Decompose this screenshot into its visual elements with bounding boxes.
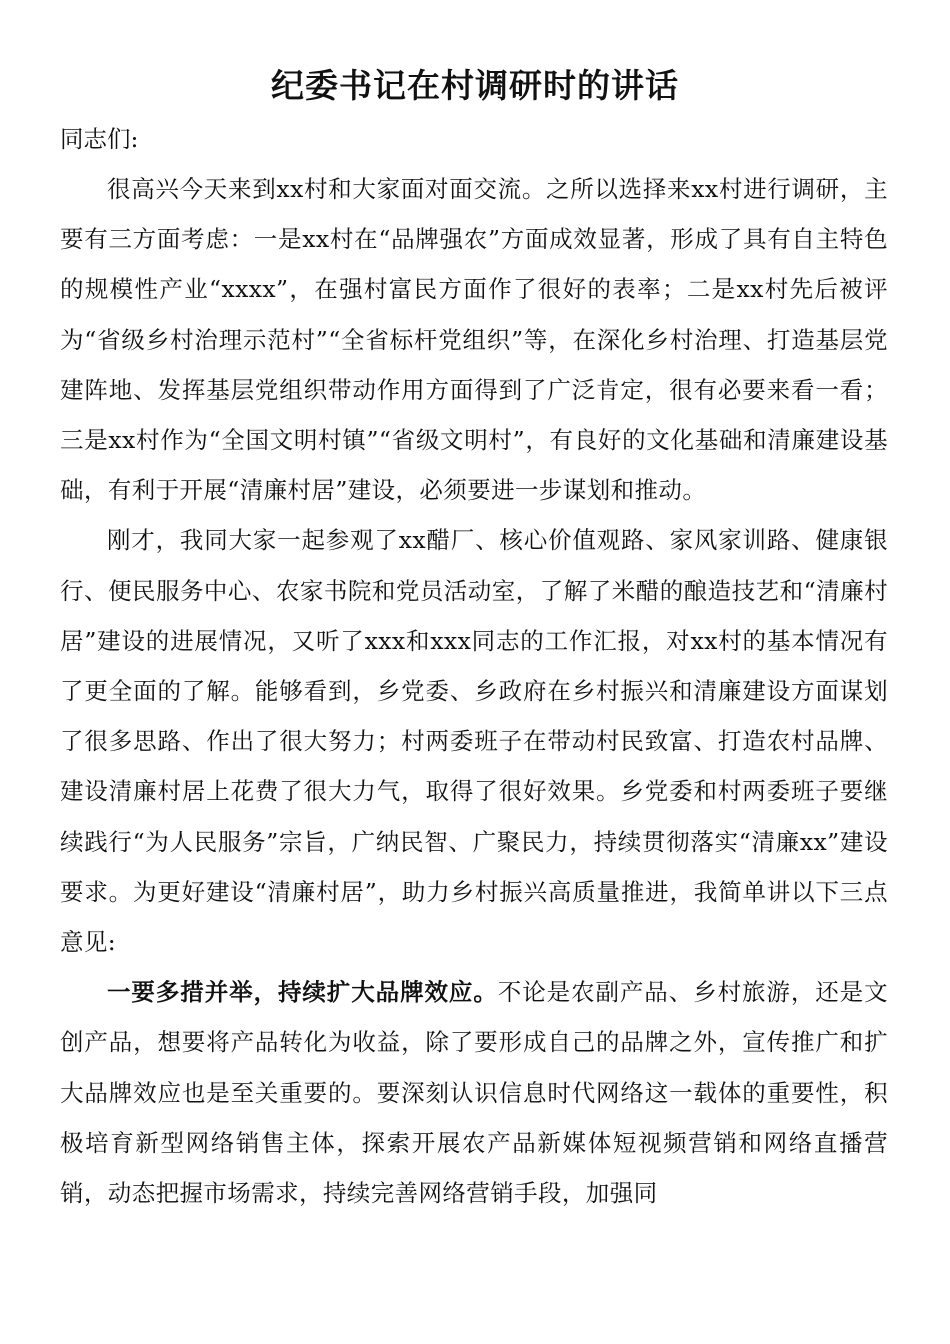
paragraph-1 [60, 164, 888, 515]
paragraph-3 [60, 967, 888, 1218]
document-title: 纪委书记在村调研时的讲话 [271, 66, 679, 105]
salutation: 同志们: [60, 125, 139, 153]
paragraph-3-lead: 一要多措并举，持续扩大品牌效应。 [107, 978, 498, 1007]
paragraph-1-text: 很高兴今天来到xx村和大家面对面交流。之所以选择来xx村进行调研，主要有三方面考虑：一是xx村在“品牌强农”方面成效显著，形成了具有自主特色的规模性产业“xxxx”，在强村富民方面作了很好的表率；二是xx村先后被评为“省级乡村治理示范村”“全省标杆党组织”等，在深化乡村治理、打造基层党建阵地、发挥基层党组织带动作用方面得到了广泛肯定，很有必要来看一看；三是xx村作为“全国文明村镇”“省级文明村”，有良好的文化基础和清廉建设基础，有利于开展“清廉村居”建设，必须要进一步谋划和推动。 [60, 175, 888, 505]
document-body [60, 114, 888, 1218]
paragraph-3-text: 不论是农副产品、乡村旅游，还是文创产品，想要将产品转化为收益，除了要形成自己的品牌之外，宣传推广和扩大品牌效应也是至关重要的。要深刻认识信息时代网络这一载体的重要性，积极培育新型网络销售主体，探索开展农产品新媒体短视频营销和网络直播营销，动态把握市场需求，持续完善网络营销手段，加强同 [60, 978, 888, 1208]
paragraph-2-text: 刚才，我同大家一起参观了xx醋厂、核心价值观路、家风家训路、健康银行、便民服务中心、农家书院和党员活动室，了解了米醋的酿造技艺和“清廉村居”建设的进展情况，又听了xxx和xxx同志的工作汇报，对xx村的基本情况有了更全面的了解。能够看到，乡党委、乡政府在乡村振兴和清廉建设方面谋划了很多思路、作出了很大努力；村两委班子在带动村民致富、打造农村品牌、建设清廉村居上花费了很大力气，取得了很好效果。乡党委和村两委班子要继续践行“为人民服务”宗旨，广纳民智、广聚民力，持续贯彻落实“清廉xx”建设要求。为更好建设“清廉村居”，助力乡村振兴高质量推进，我简单讲以下三点意见: [60, 526, 888, 957]
paragraph-2 [60, 515, 888, 967]
